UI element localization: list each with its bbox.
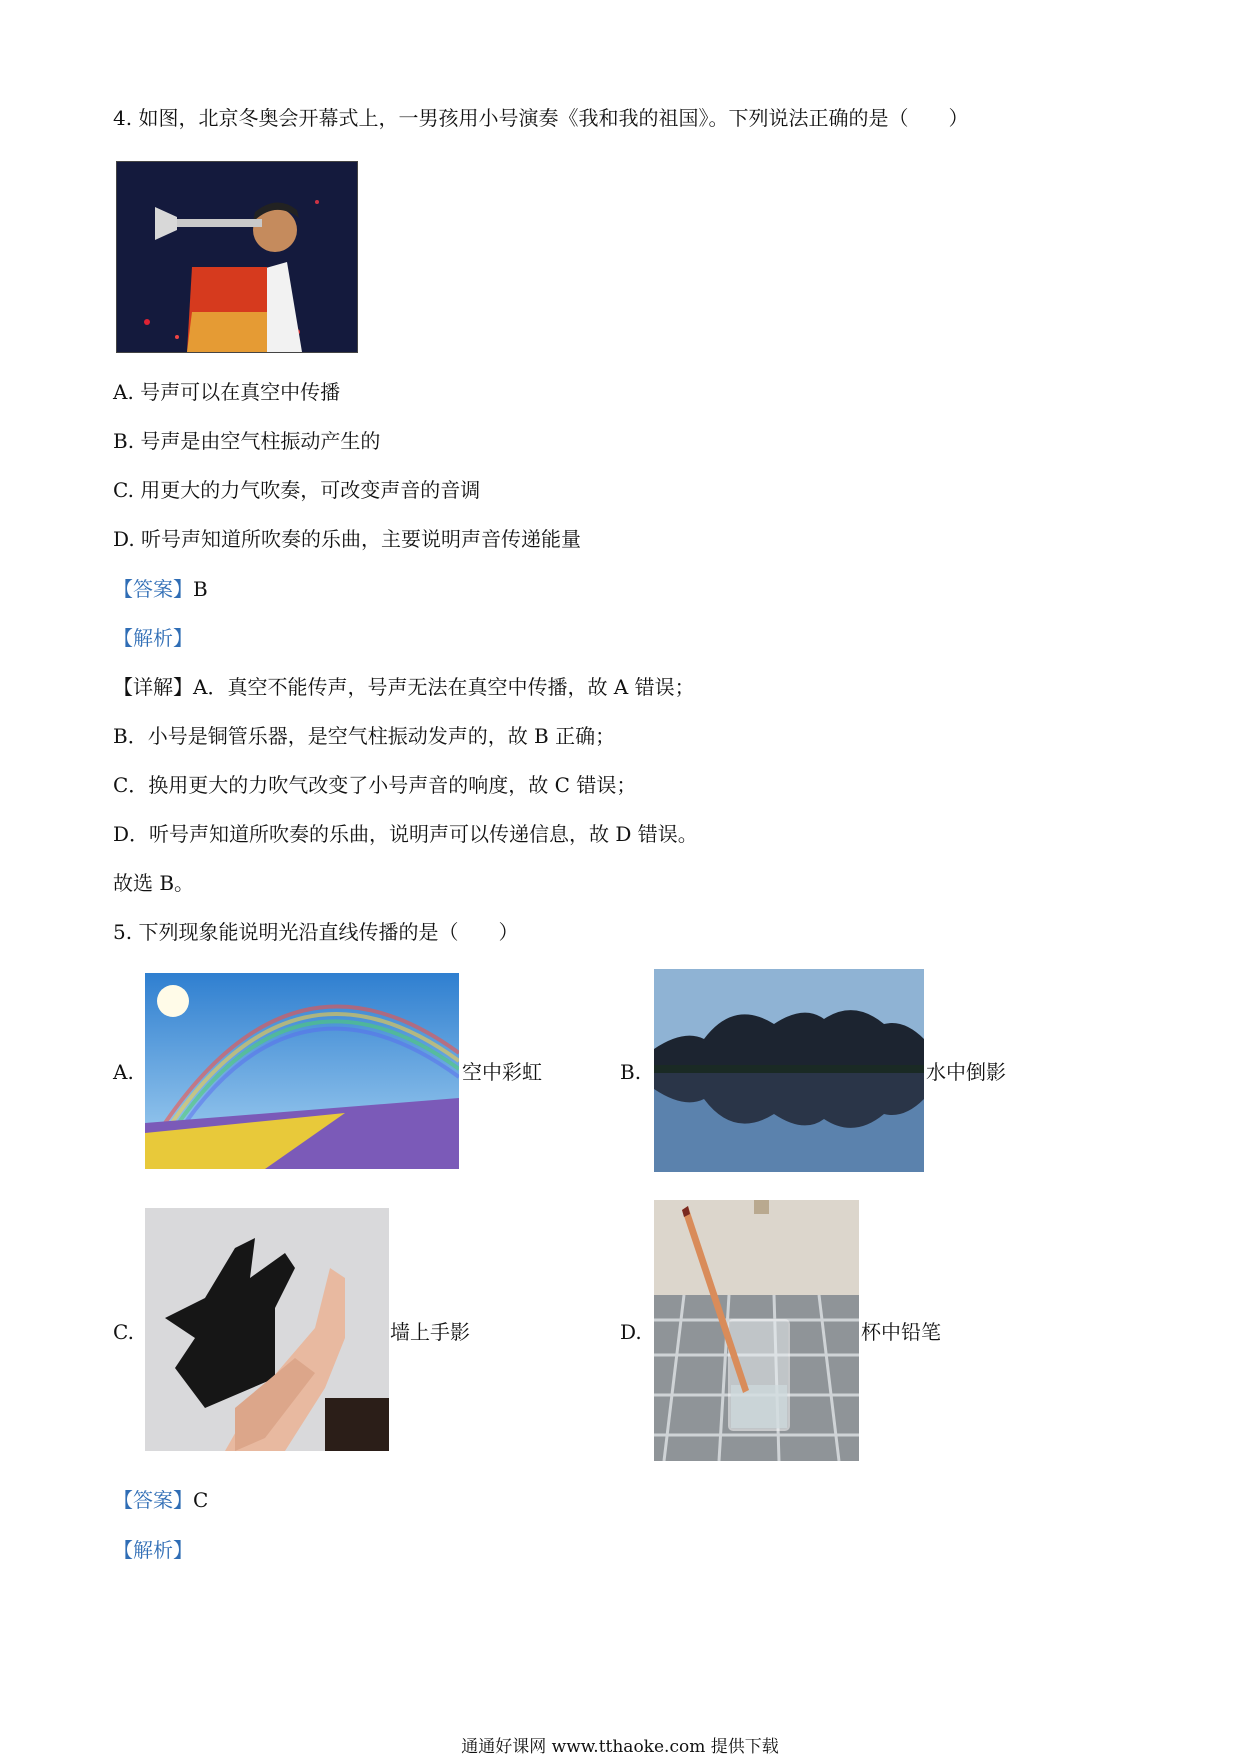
q4-detail-3: C．换用更大的力吹气改变了小号声音的响度，故 C 错误； — [113, 773, 637, 797]
pencil-in-glass-photo — [654, 1200, 859, 1461]
detail-text: A．真空不能传声，号声无法在真空中传播，故 A 错误； — [193, 675, 695, 699]
detail-tag: 【详解】 — [113, 675, 193, 699]
q4-option-b: B. 号声是由空气柱振动产生的 — [113, 429, 381, 453]
q5-analysis-tag: 【解析】 — [113, 1538, 193, 1562]
q5-option-d-letter: D. — [620, 1320, 642, 1344]
answer-value: C — [193, 1488, 209, 1512]
q5-option-c-caption: 墙上手影 — [390, 1320, 470, 1344]
q5-stem: 5. 下列现象能说明光沿直线传播的是（ ） — [113, 920, 519, 944]
trumpet-boy-photo — [116, 161, 358, 353]
q4-detail-2: B．小号是铜管乐器，是空气柱振动发声的，故 B 正确； — [113, 724, 616, 748]
q5-option-b-caption: 水中倒影 — [926, 1060, 1006, 1084]
hand-shadow-photo — [145, 1208, 389, 1451]
q4-stem: 4. 如图，北京冬奥会开幕式上，一男孩用小号演奏《我和我的祖国》。下列说法正确的是（ ） — [113, 106, 969, 130]
q5-option-c-letter: C. — [113, 1320, 134, 1344]
rainbow-photo — [145, 973, 459, 1169]
q4-detail-1 — [113, 675, 695, 699]
q4-analysis-tag: 【解析】 — [113, 626, 193, 650]
q4-detail-4: D．听号声知道所吹奏的乐曲，说明声可以传递信息，故 D 错误。 — [113, 822, 698, 846]
tree-reflection-photo — [654, 969, 924, 1172]
answer-tag: 【答案】 — [113, 1488, 193, 1512]
q5-answer — [113, 1488, 208, 1512]
q4-option-c: C. 用更大的力气吹奏，可改变声音的音调 — [113, 478, 481, 502]
q5-option-d-caption: 杯中铅笔 — [861, 1320, 941, 1344]
q4-answer — [113, 577, 208, 601]
q5-option-b-letter: B. — [620, 1060, 642, 1084]
answer-value: B — [193, 577, 208, 601]
page-footer: 通通好课网 www.tthaoke.com 提供下载 — [461, 1737, 779, 1757]
q4-conclusion: 故选 B。 — [113, 871, 195, 895]
q4-option-a: A. 号声可以在真空中传播 — [113, 380, 341, 404]
q5-option-a-letter: A. — [113, 1060, 134, 1084]
q4-option-d: D. 听号声知道所吹奏的乐曲，主要说明声音传递能量 — [113, 527, 582, 551]
q5-option-a-caption: 空中彩虹 — [462, 1060, 542, 1084]
answer-tag: 【答案】 — [113, 577, 193, 601]
